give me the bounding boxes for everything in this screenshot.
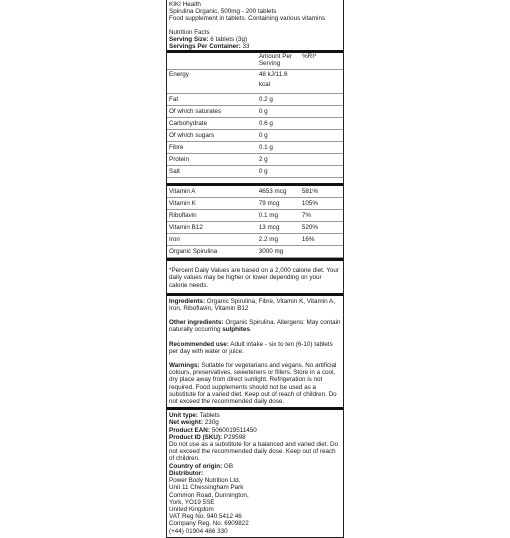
vitamin-name: Organic Spirulina (167, 246, 257, 258)
ean-value: 5060019511450 (211, 426, 257, 434)
vitamin-ri: 16% (300, 234, 343, 246)
other-ingredients-text: Organic Spirulina. Allergens: May contain naturally occurring (169, 319, 341, 334)
origin-label: Country of origin: (169, 462, 223, 470)
nutrition-title: Nutrition Facts (169, 28, 210, 36)
nutrient-amount: 2 g (257, 154, 300, 166)
unit-type (169, 412, 341, 419)
ingredients-text: Organic Spirulina, Fibre, Vitamin K, Vitamin A, Iron, Riboflavin, Vitamin B12 (169, 297, 336, 313)
nutrient-name: Salt (167, 166, 257, 178)
nutrient-ri (300, 94, 343, 106)
serving-size (169, 36, 341, 43)
vitamin-name: Riboflavin (167, 210, 257, 222)
recommended-use-label: Recommended use: (169, 340, 229, 348)
vitamin-amount: 79 mcg (257, 198, 300, 210)
distributor-label: Distributor: (169, 469, 204, 477)
table-row (167, 234, 343, 246)
vitamin-name: Vitamin K (167, 198, 257, 210)
nutrient-amount: 0.2 g (257, 94, 300, 106)
nutrient-name: Of which saturates (167, 106, 257, 118)
nutrient-name: Fibre (167, 142, 257, 154)
brand-name: KIKI Health (169, 1, 201, 8)
product-info-section (167, 407, 343, 536)
nutrient-amount: 0 g (257, 166, 300, 178)
distributor-line: (+44) 01904 486 330 (169, 527, 228, 535)
distributor-line: Unit 11 Chessingham Park (169, 484, 244, 492)
table-row (167, 130, 343, 142)
servings-label: Servings Per Container: (169, 43, 241, 51)
product-sku (169, 434, 341, 441)
warnings (169, 362, 341, 405)
table-row (167, 142, 343, 154)
daily-value-footnote: *Percent Daily Values are based on a 2,000 calorie diet. Your daily values may be higher or lower depending on your calorie needs. (167, 258, 343, 293)
net-weight-value: 230g (204, 419, 219, 427)
distributor-line: United Kingdom (169, 505, 214, 513)
vitamin-amount: 2.2 mg (257, 234, 300, 246)
nutrient-amount: 0 g (257, 130, 300, 142)
energy-label: Energy (167, 70, 257, 94)
table-row (167, 154, 343, 166)
vitamin-name: Iron (167, 234, 257, 246)
table-row (167, 106, 343, 118)
nutrient-ri (300, 166, 343, 178)
table-row (167, 94, 343, 106)
nutrient-ri (300, 154, 343, 166)
net-weight (169, 419, 341, 426)
distributor-line: Power Body Nutrition Ltd. (169, 477, 241, 485)
vitamin-ri: 7% (300, 210, 343, 222)
other-ingredients (169, 319, 341, 333)
other-ingredients-label: Other ingredients: (169, 319, 224, 327)
ri-header: %RI* (300, 52, 343, 70)
servings-value: 33 (242, 43, 250, 51)
table-row (167, 185, 343, 198)
nutrient-amount: 0.1 g (257, 142, 300, 154)
ingredients-section (167, 293, 343, 407)
serving-size-value: 6 tablets (3g) (210, 35, 248, 43)
warnings-label: Warnings: (169, 362, 200, 370)
vitamin-name: Vitamin A (167, 185, 257, 198)
warnings-text: Suitable for vegetarians and vegans. No artificial colours, preservatives, sweeteners or fillers. Store in a cool, dry place away from direct sunlight. Refrigeration is not required. Food supplements should not be used as a substitute for a varied diet. Keep out of reach of children. Do not exceed the recommended daily dose. (169, 362, 337, 406)
energy-row (167, 70, 343, 94)
product-ean (169, 427, 341, 434)
table-row (167, 118, 343, 130)
nutrition-table (167, 50, 343, 178)
unit-type-value: Tablets (199, 412, 220, 420)
sku-label: Product ID (SKU): (169, 433, 223, 441)
table-row (167, 246, 343, 258)
supplement-facts-panel (166, 0, 344, 538)
nutrient-ri (300, 142, 343, 154)
table-row (167, 166, 343, 178)
distributor-line: VAT Reg No. 940 5412 46 (169, 513, 242, 521)
vitamin-amount: 3000 mg (257, 246, 300, 258)
net-weight-label: Net weight: (169, 419, 203, 427)
servings-per-container (169, 43, 341, 50)
ingredients-label: Ingredients: (169, 297, 206, 305)
vitamin-ri (300, 246, 343, 258)
distributor-line: Common Road, Dunnington, (169, 491, 249, 499)
unit-type-label: Unit type: (169, 412, 199, 420)
vitamin-ri: 105% (300, 198, 343, 210)
nutrient-name: Protein (167, 154, 257, 166)
distributor-line: York, YO19 5SE (169, 498, 215, 506)
other-ingredients-end: . (249, 326, 252, 334)
recommended-use-text: Adult intake - six to ten (6-10) tablets per day with water or juice. (169, 340, 333, 355)
ingredients (169, 298, 341, 312)
distributor-line: Company Reg. No. 6909822 (169, 520, 249, 528)
nutrient-ri (300, 130, 343, 142)
vitamin-name: Vitamin B12 (167, 222, 257, 234)
energy-kj: 48 kJ/11.6 (258, 71, 288, 79)
table-row (167, 222, 343, 234)
allergen-sulphites: sulphites (222, 326, 250, 334)
nutrient-amount: 0 g (257, 106, 300, 118)
nutrient-amount: 0.6 g (257, 118, 300, 130)
nutrient-ri (300, 106, 343, 118)
vitamin-amount: 13 mcg (257, 222, 300, 234)
amount-per-serving-header: Amount Per Serving (257, 52, 300, 70)
recommended-use (169, 341, 341, 355)
product-name: Spirulina Organic, 500mg - 200 tablets (169, 8, 277, 16)
vitamin-amount: 0.1 mg (257, 210, 300, 222)
origin-value: GB (223, 462, 234, 470)
nutrient-ri (300, 118, 343, 130)
table-row (167, 198, 343, 210)
sku-value: P29598 (223, 433, 246, 441)
product-description: Food supplement in tablets. Containing various vitamins (169, 15, 326, 23)
nutrient-name: Fat (167, 94, 257, 106)
serving-size-label: Serving Size: (169, 35, 209, 43)
ean-label: Product EAN: (169, 426, 210, 434)
table-row (167, 210, 343, 222)
table-header-row (167, 52, 343, 70)
energy-kcal: kcal (258, 81, 271, 89)
safety-notice: Do not use as a substitute for a balanced and varied diet. Do not exceed the recommended daily dose. Keep out of reach of children. (169, 441, 339, 463)
product-header (167, 0, 343, 50)
nutrient-name: Carbohydrate (167, 118, 257, 130)
vitamin-table (167, 183, 343, 258)
country-of-origin (169, 463, 341, 470)
nutrient-name: Of which sugars (167, 130, 257, 142)
vitamin-ri: 520% (300, 222, 343, 234)
vitamin-amount: 4653 mcg (257, 185, 300, 198)
vitamin-ri: 581% (300, 185, 343, 198)
